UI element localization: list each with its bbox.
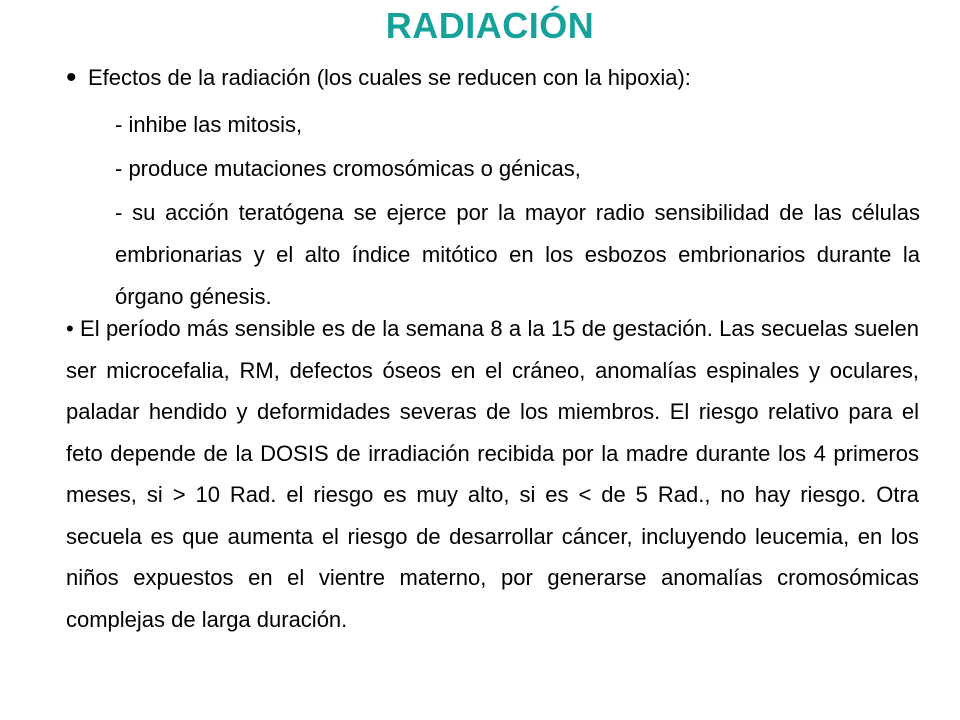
- bullet-effects: [66, 56, 926, 100]
- slide-title: RADIACIÓN: [385, 5, 595, 46]
- bullet-marker: •: [66, 61, 77, 94]
- list-item: - produce mutaciones cromosómicas o génicas,: [115, 156, 581, 181]
- list-item: - inhibe las mitosis,: [115, 112, 303, 137]
- sensitive-period-paragraph: • El período más sensible es de la semana 8 a la 15 de gestación. Las secuelas suelen ser microcefalia, RM, defectos óseos en el cráneo, anomalías espinales y oculares, paladar hendido y deformidades severas de los miembros. El riesgo relativo para el feto depende de la DOSIS de irradiación recibida por la madre durante los 4 primeros meses, si > 10 Rad. el riesgo es muy alto, si es < de 5 Rad., no hay riesgo. Otra secuela es que aumenta el riesgo de desarrollar cáncer, incluyendo leucemia, en los niños expuestos en el vientre materno, por generarse anomalías cromosómicas complejas de larga duración.: [66, 316, 919, 632]
- bullet-effects-text: Efectos de la radiación (los cuales se reducen con la hipoxia):: [88, 65, 691, 90]
- list-item: - su acción teratógena se ejerce por la mayor radio sensibilidad de las células embrionarias y el alto índice mitótico en los esbozos embrionarios durante la órgano génesis.: [115, 200, 920, 309]
- effects-list: [115, 104, 920, 320]
